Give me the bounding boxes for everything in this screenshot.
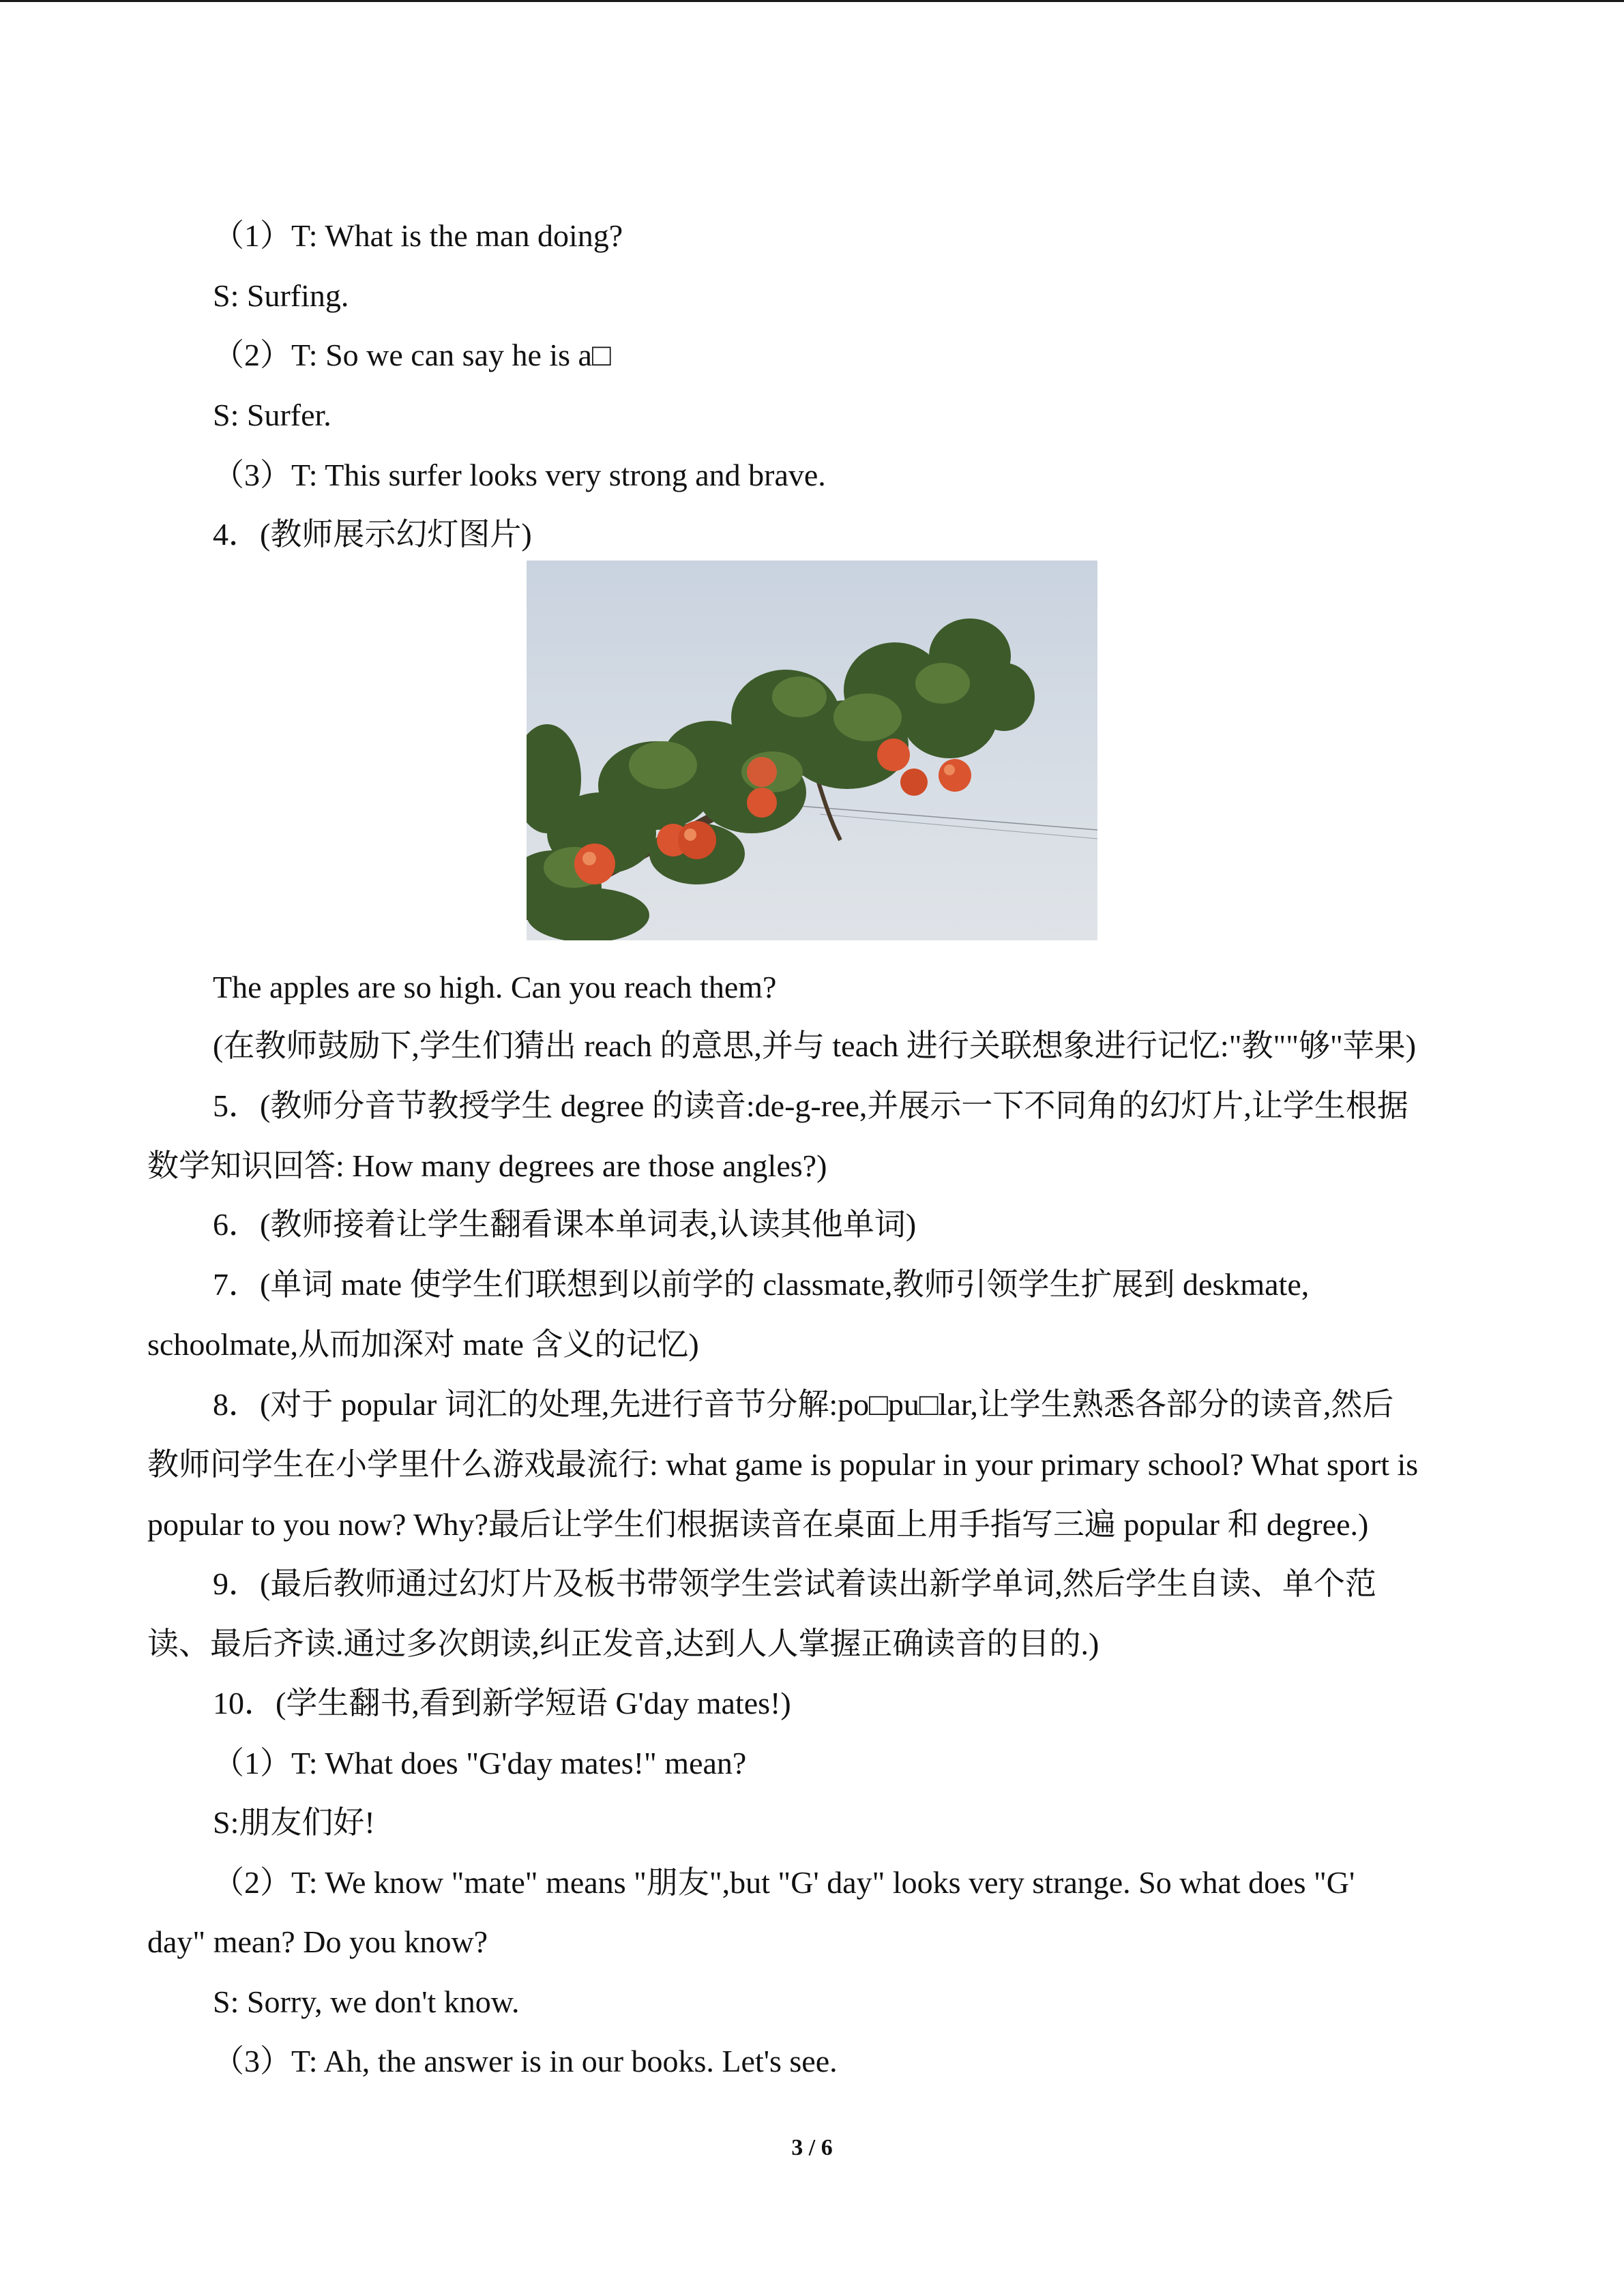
step-4-heading: 4．(教师展示幻灯图片) [213, 517, 532, 552]
dialogue-line-3: （2）T: So we can say he is a□ [213, 338, 611, 372]
page-number: 3 / 6 [791, 2135, 833, 2160]
step-8-line-3: popular to you now? Why?最后让学生们根据读音在桌面上用手指写三遍 popular 和 degree.) [147, 1507, 1369, 1542]
reach-note: (在教师鼓励下,学生们猜出 reach 的意思,并与 teach 进行关联想象进行记忆:"教""够"苹果) [213, 1028, 1417, 1063]
step-8-line-2: 教师问学生在小学里什么游戏最流行: what game is popular in your primary school? What sport is [147, 1447, 1419, 1482]
step-8-line-1: 8．(对于 popular 词汇的处理,先进行音节分解:po□pu□lar,让学生熟悉各部分的读音,然后 [213, 1387, 1394, 1422]
apple-branch-illustration [527, 561, 1097, 940]
step-7-line-1: 7．(单词 mate 使学生们联想到以前学的 classmate,教师引领学生扩展到 deskmate, [213, 1267, 1310, 1302]
step-7-line-2: schoolmate,从而加深对 mate 含义的记忆) [147, 1327, 699, 1362]
apples-question: The apples are so high. Can you reach them? [213, 970, 777, 1004]
dialogue-line-2: S: Surfing. [213, 278, 349, 313]
mate-line-1: （2）T: We know "mate" means "朋友",but "G' day" looks very strange. So what does "G' [213, 1865, 1355, 1900]
gday-question: （1）T: What does "G'day mates!" mean? [213, 1746, 747, 1780]
dialogue-line-5: （3）T: This surfer looks very strong and brave. [213, 458, 826, 492]
step-10-heading: 10．(学生翻书,看到新学短语 G'day mates!) [213, 1686, 791, 1720]
step-5-line-2: 数学知识回答: How many degrees are those angles?) [147, 1148, 827, 1183]
step-6: 6．(教师接着让学生翻看课本单词表,认读其他单词) [213, 1207, 917, 1242]
gday-answer: S:朋友们好! [213, 1805, 375, 1840]
apple-tree-photo [527, 561, 1097, 940]
answer-line: （3）T: Ah, the answer is in our books. Let's see. [213, 2044, 838, 2078]
mate-line-2: day" mean? Do you know? [147, 1924, 488, 1959]
step-9-line-1: 9．(最后教师通过幻灯片及板书带领学生尝试着读出新学单词,然后学生自读、单个范 [213, 1566, 1376, 1601]
dialogue-line-4: S: Surfer. [213, 398, 331, 432]
dialogue-line-1: （1）T: What is the man doing? [213, 218, 623, 253]
step-5-line-1: 5．(教师分音节教授学生 degree 的读音:de-g-ree,并展示一下不同角的幻灯片,让学生根据 [213, 1088, 1408, 1123]
step-9-line-2: 读、最后齐读.通过多次朗读,纠正发音,达到人人掌握正确读音的目的.) [147, 1626, 1099, 1661]
sorry-line: S: Sorry, we don't know. [213, 1984, 520, 2019]
